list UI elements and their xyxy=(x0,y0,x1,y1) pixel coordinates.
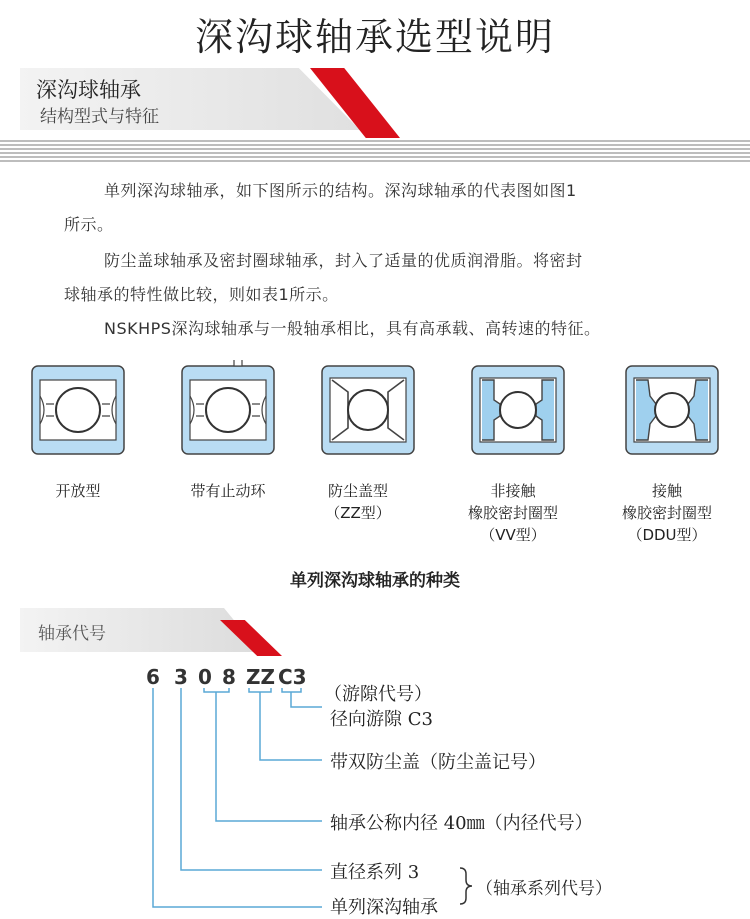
bearing-label-open-text: 开放型 xyxy=(55,482,101,500)
figure-caption: 单列深沟球轴承的种类 xyxy=(290,571,460,591)
paragraph-2-line-1: 防尘盖球轴承及密封圈球轴承，封入了适量的优质润滑脂。将密封 xyxy=(104,251,583,270)
shield-bearing-illustration xyxy=(318,360,418,460)
code-digit-type: 6 xyxy=(146,665,160,689)
code-clearance-c3: C3 xyxy=(278,665,307,689)
snap-ring-bearing-illustration xyxy=(178,360,278,460)
desc-clearance-note: （游隙代号） xyxy=(324,684,432,705)
section-title: 深沟球轴承 xyxy=(36,78,141,102)
bearing-label-shield-code: （ZZ型） xyxy=(325,504,391,522)
code-digit-diameter-series: 3 xyxy=(174,665,188,689)
bearing-label-non-contact-code: （VV型） xyxy=(480,526,546,544)
section-header-bearing-code xyxy=(20,608,720,656)
contact-seal-bearing-illustration xyxy=(622,360,722,460)
bearing-label-open xyxy=(3,480,153,502)
code-shield-zz: ZZ xyxy=(246,665,276,689)
striped-divider xyxy=(0,140,750,162)
bearing-label-shield-name: 防尘盖型 xyxy=(327,482,388,500)
bearing-label-snap-ring xyxy=(153,480,303,502)
non-contact-seal-bearing-illustration xyxy=(468,360,568,460)
section-subtitle: 结构型式与特征 xyxy=(40,107,159,127)
paragraph-2 xyxy=(64,244,694,312)
page-title: 深沟球轴承选型说明 xyxy=(194,15,555,59)
paragraph-3-line-1: NSKHPS深沟球轴承与一般轴承相比，具有高承载、高转速的特征。 xyxy=(104,319,601,338)
paragraph-3 xyxy=(64,312,694,346)
desc-bore: 轴承公称内径 40㎜（内径代号） xyxy=(330,813,593,834)
desc-series-code: （轴承系列代号） xyxy=(476,879,612,899)
desc-shield: 带双防尘盖（防尘盖记号） xyxy=(330,752,546,773)
paragraph-1-line-1: 单列深沟球轴承，如下图所示的结构。深沟球轴承的代表图如图1 xyxy=(104,181,577,200)
section-header-structure xyxy=(20,68,750,138)
bearing-label-non-contact-seal xyxy=(438,480,588,546)
desc-bearing-type: 单列深沟轴承 xyxy=(330,897,438,918)
paragraph-1 xyxy=(64,174,694,242)
paragraph-1-line-2: 所示。 xyxy=(64,215,114,234)
code-digit-bore-8: 8 xyxy=(222,665,236,689)
bearing-label-contact-code: （DDU型） xyxy=(627,526,707,544)
code-digit-bore-0: 0 xyxy=(198,665,212,689)
section-title: 轴承代号 xyxy=(38,624,106,644)
bearing-label-contact-line-1: 接触 xyxy=(651,482,682,500)
desc-clearance: 径向游隙 C3 xyxy=(330,709,433,730)
bearing-label-snap-ring-text: 带有止动环 xyxy=(190,482,266,500)
open-bearing-illustration xyxy=(28,360,128,460)
paragraph-2-line-2: 球轴承的特性做比较，则如表1所示。 xyxy=(64,285,339,304)
desc-diameter-series: 直径系列 3 xyxy=(330,862,420,883)
bearing-label-contact-seal xyxy=(592,480,742,546)
bearing-label-non-contact-line-1: 非接触 xyxy=(490,482,536,500)
bearing-label-contact-line-2: 橡胶密封圈型 xyxy=(621,504,712,522)
bearing-label-shield xyxy=(283,480,433,524)
bearing-label-non-contact-line-2: 橡胶密封圈型 xyxy=(467,504,558,522)
